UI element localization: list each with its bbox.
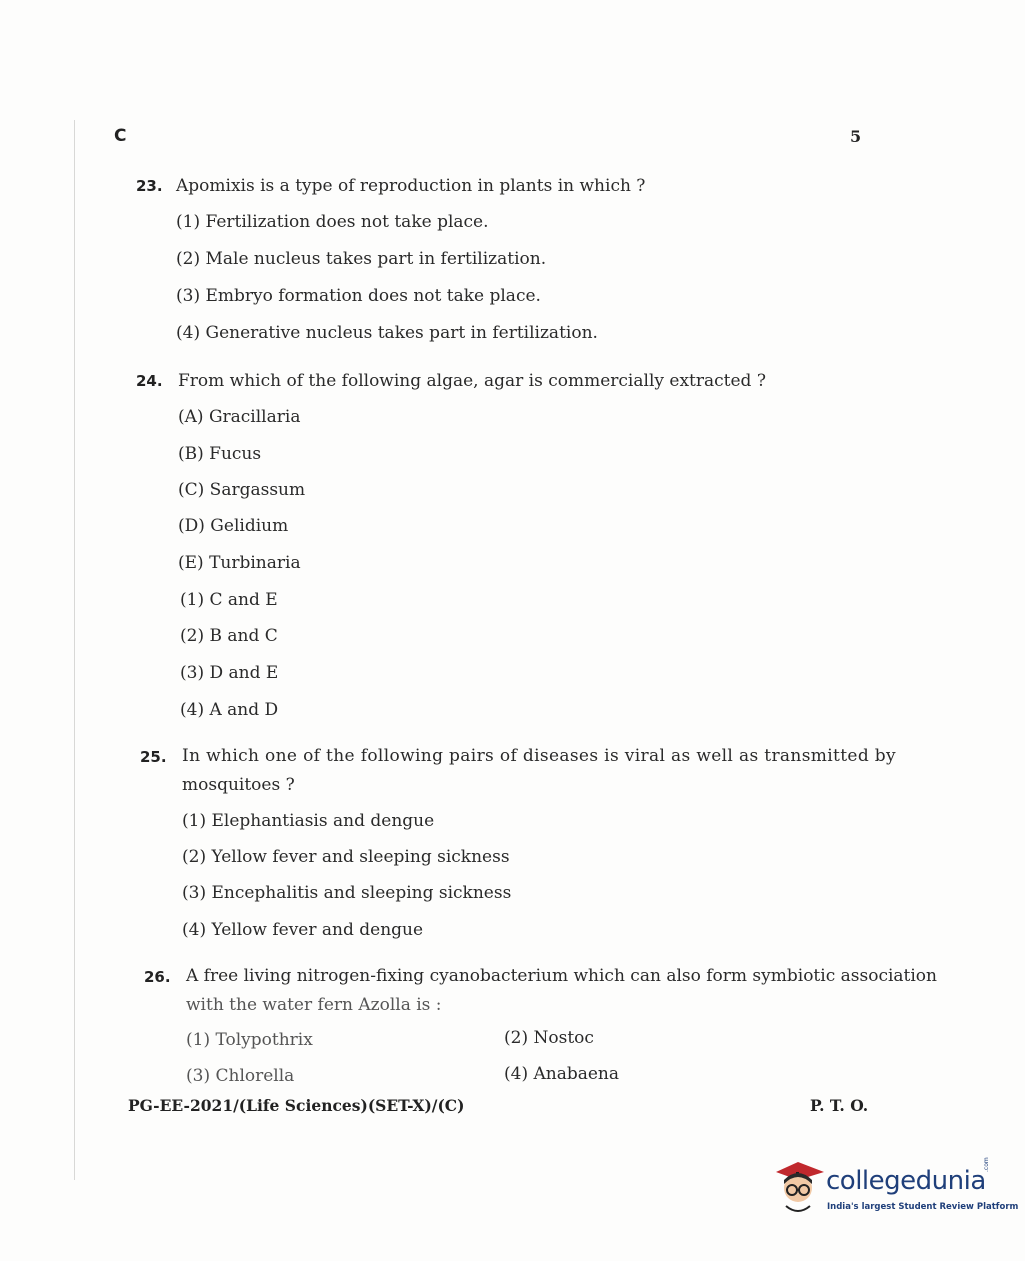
question-number: 23. (136, 177, 163, 195)
option: (1) C and E (180, 590, 278, 610)
option: (1) Fertilization does not take place. (176, 212, 489, 232)
question-text-line2: with the water fern Azolla is : (186, 995, 442, 1015)
option: (4) Anabaena (504, 1064, 620, 1084)
list-item: (D) Gelidium (178, 516, 289, 536)
question-text-line1: In which one of the following pairs of diseases is viral as well as transmitted by (182, 746, 896, 766)
pto-label: P. T. O. (810, 1096, 869, 1115)
option: (3) Encephalitis and sleeping sickness (182, 883, 512, 903)
question-number: 24. (136, 372, 163, 390)
option: (4) A and D (180, 700, 279, 720)
option: (2) B and C (180, 626, 278, 646)
option: (2) Nostoc (504, 1028, 594, 1048)
page-number: 5 (850, 127, 862, 146)
option: (3) Chlorella (186, 1066, 295, 1086)
question-text: From which of the following algae, agar is commercially extracted ? (178, 371, 766, 391)
question-number: 25. (140, 748, 167, 766)
logo-suffix: .com (983, 1157, 990, 1172)
mascot-icon (770, 1158, 826, 1220)
list-item: (B) Fucus (178, 444, 262, 464)
option: (3) Embryo formation does not take place. (176, 286, 541, 306)
series-label: C (114, 126, 127, 146)
question-text-line2: mosquitoes ? (182, 775, 295, 795)
logo-wordmark: collegedunia (826, 1166, 986, 1196)
collegedunia-logo (770, 1157, 1019, 1220)
option: (2) Yellow fever and sleeping sickness (182, 847, 510, 867)
question-number: 26. (144, 968, 171, 986)
question-text-line1: A free living nitrogen-fixing cyanobacterium which can also form symbiotic association (186, 966, 937, 986)
exam-code: PG-EE-2021/(Life Sciences)(SET-X)/(C) (128, 1096, 465, 1115)
logo-tagline: India's largest Student Review Platform (827, 1202, 1019, 1212)
list-item: (C) Sargassum (178, 480, 306, 500)
option: (4) Yellow fever and dengue (182, 920, 424, 940)
option: (1) Tolypothrix (186, 1030, 313, 1050)
option: (4) Generative nucleus takes part in fertilization. (176, 323, 598, 343)
option: (1) Elephantiasis and dengue (182, 811, 435, 831)
option: (2) Male nucleus takes part in fertilization. (176, 249, 547, 269)
binding-margin-line (74, 120, 75, 1180)
option: (3) D and E (180, 663, 279, 683)
list-item: (A) Gracillaria (178, 407, 301, 427)
list-item: (E) Turbinaria (178, 553, 301, 573)
question-text: Apomixis is a type of reproduction in plants in which ? (176, 176, 646, 196)
